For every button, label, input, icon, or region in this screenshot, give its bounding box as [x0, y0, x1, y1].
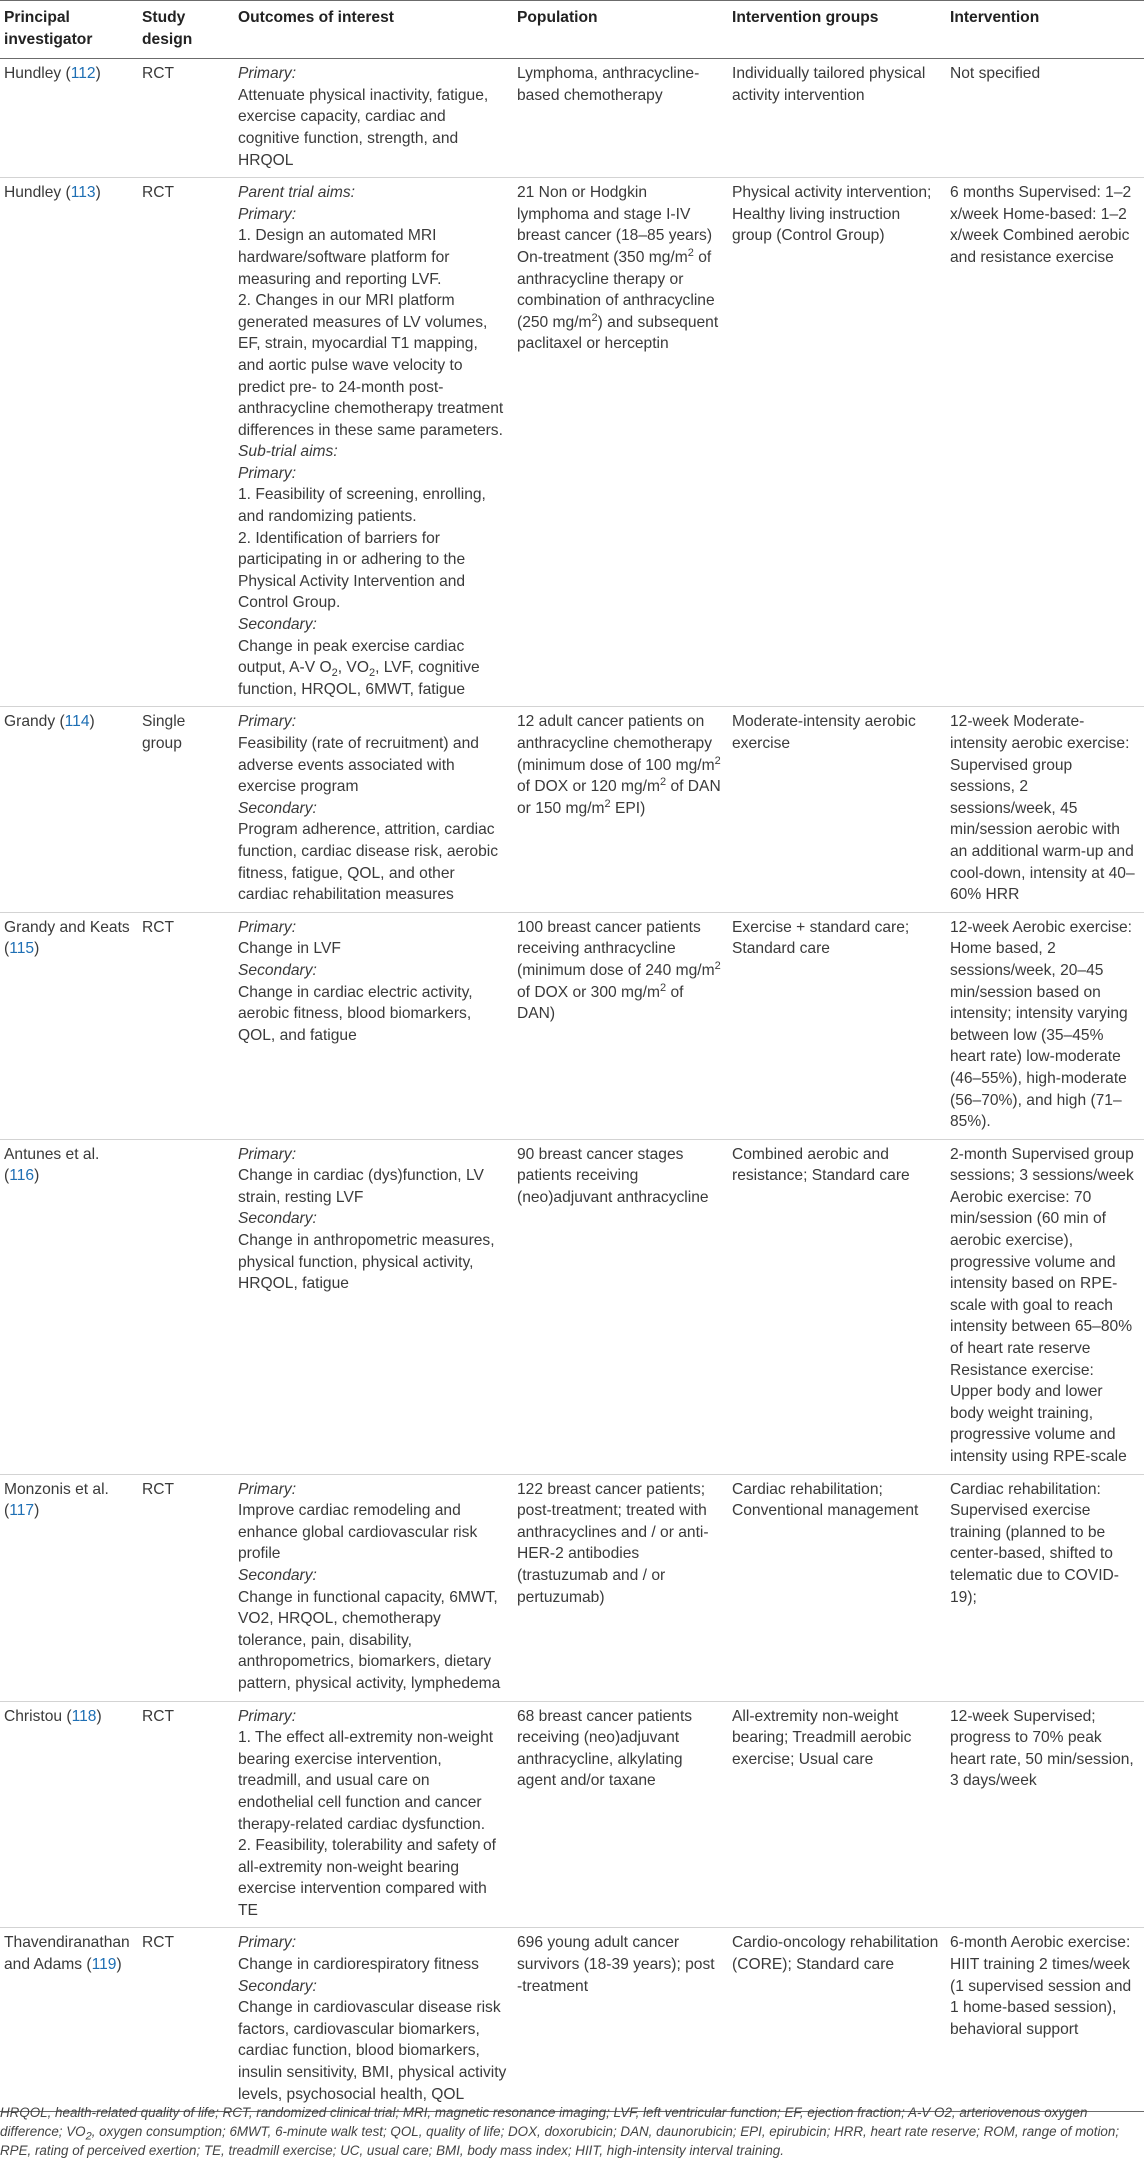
- cell-intervention: 6 months Supervised: 1–2 x/week Home-based: 1–2 x/week Combined aerobic and resistance exercise: [946, 178, 1144, 707]
- cell-investigator: Thavendiranathan and Adams (119): [0, 1928, 138, 2112]
- cell-population: 100 breast cancer patients receiving anthracycline (minimum dose of 240 $mg/m^2$ of DOX or 300 $mg/m^2$ of DAN): [513, 912, 728, 1139]
- cell-outcomes: Primary: Change in LVF Secondary: Change in cardiac electric activity, aerobic fitness, blood biomarkers, QOL, and fatigue: [234, 912, 513, 1139]
- cell-design: RCT: [138, 1928, 234, 2112]
- reference-link[interactable]: 114: [64, 713, 90, 731]
- reference-link[interactable]: 118: [71, 1707, 97, 1725]
- cell-investigator: Hundley (113): [0, 178, 138, 707]
- cell-population: 696 young adult cancer survivors (18-39 years); post -treatment: [513, 1928, 728, 2112]
- cell-design: RCT: [138, 912, 234, 1139]
- table-row: [0, 707, 1144, 912]
- cell-population: Lymphoma, anthracycline-based chemotherapy: [513, 59, 728, 178]
- cell-population: 12 adult cancer patients on anthracycline chemotherapy (minimum dose of 100 $mg/m^2$ of DOX or 120 $mg/m^2$ of DAN or 150 $mg/m^2$ EPI): [513, 707, 728, 912]
- reference-link[interactable]: 119: [91, 1956, 117, 1974]
- cell-design: Single group: [138, 707, 234, 912]
- table-row: [0, 1701, 1144, 1928]
- cell-investigator: Grandy and Keats (115): [0, 912, 138, 1139]
- cell-outcomes: Primary: 1. The effect all-extremity non-weight bearing exercise intervention, treadmill, and usual care on endothelial cell function and cancer therapy-related cardiac dysfunction. 2. Feasibility, tolerability and safety of all-extremity non-weight bearing exercise intervention compared with TE: [234, 1701, 513, 1928]
- cell-population: 21 Non or Hodgkin lymphoma and stage I-IV breast cancer (18–85 years) On-treatment (350 $mg/m^2$ of anthracycline therapy or combination of anthracycline (250 $mg/m^2$) and subsequent paclitaxel or herceptin: [513, 178, 728, 707]
- reference-link[interactable]: 113: [70, 184, 96, 202]
- cell-investigator: Grandy (114): [0, 707, 138, 912]
- cell-groups: All-extremity non-weight bearing; Treadmill aerobic exercise; Usual care: [728, 1701, 946, 1928]
- table-row: [0, 59, 1144, 178]
- cell-design: RCT: [138, 1474, 234, 1701]
- reference-link[interactable]: 117: [9, 1502, 35, 1520]
- header-groups: Intervention groups: [728, 1, 946, 59]
- cell-groups: Cardio-oncology rehabilitation (CORE); Standard care: [728, 1928, 946, 2112]
- cell-population: 90 breast cancer stages patients receiving (neo)adjuvant anthracycline: [513, 1139, 728, 1474]
- header-intervention: Intervention: [946, 1, 1144, 59]
- cell-design: RCT: [138, 59, 234, 178]
- cell-investigator: Hundley (112): [0, 59, 138, 178]
- cell-intervention: 6-month Aerobic exercise: HIIT training 2 times/week (1 supervised session and 1 home-based session), behavioral support: [946, 1928, 1144, 2112]
- cell-population: 68 breast cancer patients receiving (neo)adjuvant anthracycline, alkylating agent and/or taxane: [513, 1701, 728, 1928]
- cell-groups: Physical activity intervention; Healthy living instruction group (Control Group): [728, 178, 946, 707]
- header-design: Study design: [138, 1, 234, 59]
- cell-intervention: 2-month Supervised group sessions; 3 sessions/week Aerobic exercise: 70 min/session (60 min of aerobic exercise), progressive volume and intensity based on RPE-scale with goal to reach intensity between 65–80% of heart rate reserve Resistance exercise: Upper body and lower body weight training, progressive volume and intensity using RPE-scale: [946, 1139, 1144, 1474]
- cell-design: [138, 1139, 234, 1474]
- header-outcomes: Outcomes of interest: [234, 1, 513, 59]
- table-row: [0, 912, 1144, 1139]
- header-investigator: Principal investigator: [0, 1, 138, 59]
- cell-investigator: Christou (118): [0, 1701, 138, 1928]
- cell-outcomes: Parent trial aims: Primary: 1. Design an automated MRI hardware/software platform for measuring and reporting LVF. 2. Changes in our MRI platform generated measures of LV volumes, EF, strain, myocardial T1 mapping, and aortic pulse wave velocity to predict pre- to 24-month post-anthracycline chemotherapy treatment differences in these same parameters. Sub-trial aims: Primary: 1. Feasibility of screening, enrolling, and randomizing patients. 2. Identification of barriers for participating in or adhering to the Physical Activity Intervention and Control Group. Secondary: Change in peak exercise cardiac output, A-V $O_2$, $VO_2$, LVF, cognitive function, HRQOL, 6MWT, fatigue: [234, 178, 513, 707]
- table-row: [0, 178, 1144, 707]
- cell-groups: Combined aerobic and resistance; Standard care: [728, 1139, 946, 1474]
- table-row: [0, 1474, 1144, 1701]
- cell-outcomes: Primary: Attenuate physical inactivity, fatigue, exercise capacity, cardiac and cognitive function, strength, and HRQOL: [234, 59, 513, 178]
- table-row: [0, 1928, 1144, 2112]
- header-population: Population: [513, 1, 728, 59]
- cell-outcomes: Primary: Improve cardiac remodeling and enhance global cardiovascular risk profile Secondary: Change in functional capacity, 6MWT, VO2, HRQOL, chemotherapy tolerance, pain, disability, anthropometrics, biomarkers, dietary pattern, physical activity, lymphedema: [234, 1474, 513, 1701]
- cell-outcomes: Primary: Feasibility (rate of recruitment) and adverse events associated with exercise program Secondary: Program adherence, attrition, cardiac function, cardiac disease risk, aerobic fitness, fatigue, QOL, and other cardiac rehabilitation measures: [234, 707, 513, 912]
- table-row: [0, 1139, 1144, 1474]
- cell-intervention: Cardiac rehabilitation: Supervised exercise training (planned to be center-based, shifted to telematic due to COVID-19);: [946, 1474, 1144, 1701]
- cell-intervention: 12-week Moderate-intensity aerobic exercise: Supervised group sessions, 2 sessions/week, 45 min/session aerobic with an additional warm-up and cool-down, intensity at 40–60% HRR: [946, 707, 1144, 912]
- cell-groups: Moderate-intensity aerobic exercise: [728, 707, 946, 912]
- reference-link[interactable]: 112: [70, 65, 96, 83]
- cell-intervention: 12-week Aerobic exercise: Home based, 2 sessions/week, 20–45 min/session based on intensity; intensity varying between low (35–45% heart rate) low-moderate (46–55%), high-moderate (56–70%), and high (71–85%).: [946, 912, 1144, 1139]
- cell-design: RCT: [138, 1701, 234, 1928]
- cell-investigator: Monzonis et al. (117): [0, 1474, 138, 1701]
- cell-groups: Exercise + standard care; Standard care: [728, 912, 946, 1139]
- reference-link[interactable]: 115: [9, 940, 35, 958]
- cell-groups: Cardiac rehabilitation; Conventional management: [728, 1474, 946, 1701]
- table-header: [0, 1, 1144, 59]
- cell-outcomes: Primary: Change in cardiorespiratory fitness Secondary: Change in cardiovascular disease risk factors, cardiovascular biomarkers, cardiac function, blood biomarkers, insulin sensitivity, BMI, physical activity levels, psychosocial health, QOL: [234, 1928, 513, 2112]
- cell-outcomes: Primary: Change in cardiac (dys)function, LV strain, resting LVF Secondary: Change in anthropometric measures, physical function, physical activity, HRQOL, fatigue: [234, 1139, 513, 1474]
- cell-intervention: 12-week Supervised; progress to 70% peak heart rate, 50 min/session, 3 days/week: [946, 1701, 1144, 1928]
- cell-population: 122 breast cancer patients; post-treatment; treated with anthracyclines and / or anti-HER-2 antibodies (trastuzumab and / or pertuzumab): [513, 1474, 728, 1701]
- table-footnote: HRQOL, health-related quality of life; RCT, randomized clinical trial; MRI, magnetic resonance imaging; LVF, left ventricular function; EF, ejection fraction; A-V O2, arteriovenous oxygen difference; $VO_2$, oxygen consumption; 6MWT, 6-minute walk test; QOL, quality of life; DOX, doxorubicin; DAN, daunorubicin; EPI, epirubicin; HRR, heart rate reserve; ROM, range of motion; RPE, rating of perceived exertion; TE, treadmill exercise; UC, usual care; BMI, body mass index; HIIT, high-intensity interval training.: [0, 2105, 1120, 2159]
- reference-link[interactable]: 116: [9, 1167, 35, 1185]
- cell-design: RCT: [138, 178, 234, 707]
- cell-investigator: Antunes et al. (116): [0, 1139, 138, 1474]
- cell-intervention: Not specified: [946, 59, 1144, 178]
- cell-groups: Individually tailored physical activity intervention: [728, 59, 946, 178]
